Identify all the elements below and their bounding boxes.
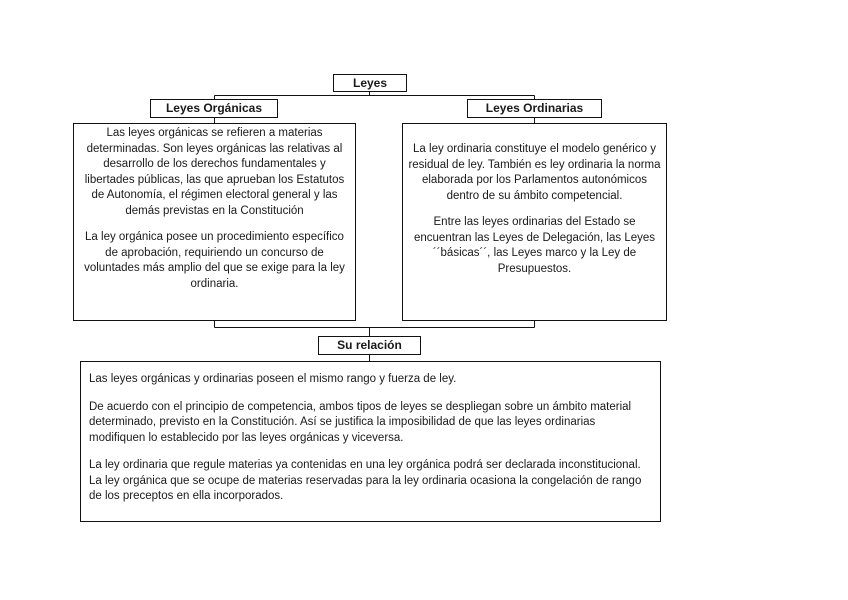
- left-title-box: [150, 99, 278, 118]
- relation-paragraph: La ley ordinaria que regule materias ya contenidas en una ley orgánica podrá ser declarada inconstitucional. La ley orgánica que se ocupe de materias reservadas para la ley ordinaria ocasiona la congelación de rango de los preceptos en ella incorporados.: [89, 459, 642, 502]
- right-content-box: [402, 123, 667, 321]
- relation-paragraph: De acuerdo con el principio de competencia, ambos tipos de leyes se despliegan sobre un ámbito material determinado, previsto en la Constitución. Así se justifica la imposibilidad de que las leyes ordinarias modifiquen lo establecido por las leyes orgánicas y viceversa.: [89, 400, 632, 444]
- right-title: Leyes Ordinarias: [485, 101, 584, 115]
- left-paragraph: La ley orgánica posee un procedimiento específico de aprobación, requiriendo un concurso de voluntades más amplio del que se exige para la ley ordinaria.: [84, 231, 345, 290]
- relation-content-box: [80, 361, 661, 522]
- root-title-box: [333, 74, 407, 92]
- left-paragraph: Las leyes orgánicas se refieren a materias determinadas. Son leyes orgánicas las relativas al desarrollo de los derechos fundamentales y libertades públicas, las que aprueban los Estatutos de Autonomía, el régimen electoral general y las demás previstas en la Constitución: [84, 127, 345, 217]
- relation-title-box: [318, 336, 421, 355]
- right-paragraph: La ley ordinaria constituye el modelo genérico y residual de ley. También es ley ordinaria la norma elaborada por los Parlamentos autonómicos dentro de su ámbito competencial.: [408, 143, 661, 202]
- left-title: Leyes Orgánicas: [165, 101, 263, 115]
- right-paragraph: Entre las leyes ordinarias del Estado se encuentran las Leyes de Delegación, las Leyes ´´básicas´´, las Leyes marco y la Ley de Presupuestos.: [413, 216, 656, 275]
- relation-title: Su relación: [337, 338, 402, 352]
- left-content-box: [73, 123, 356, 321]
- root-title: Leyes: [352, 76, 388, 90]
- relation-paragraph: Las leyes orgánicas y ordinarias poseen el mismo rango y fuerza de ley.: [89, 373, 457, 385]
- right-title-box: [467, 99, 602, 118]
